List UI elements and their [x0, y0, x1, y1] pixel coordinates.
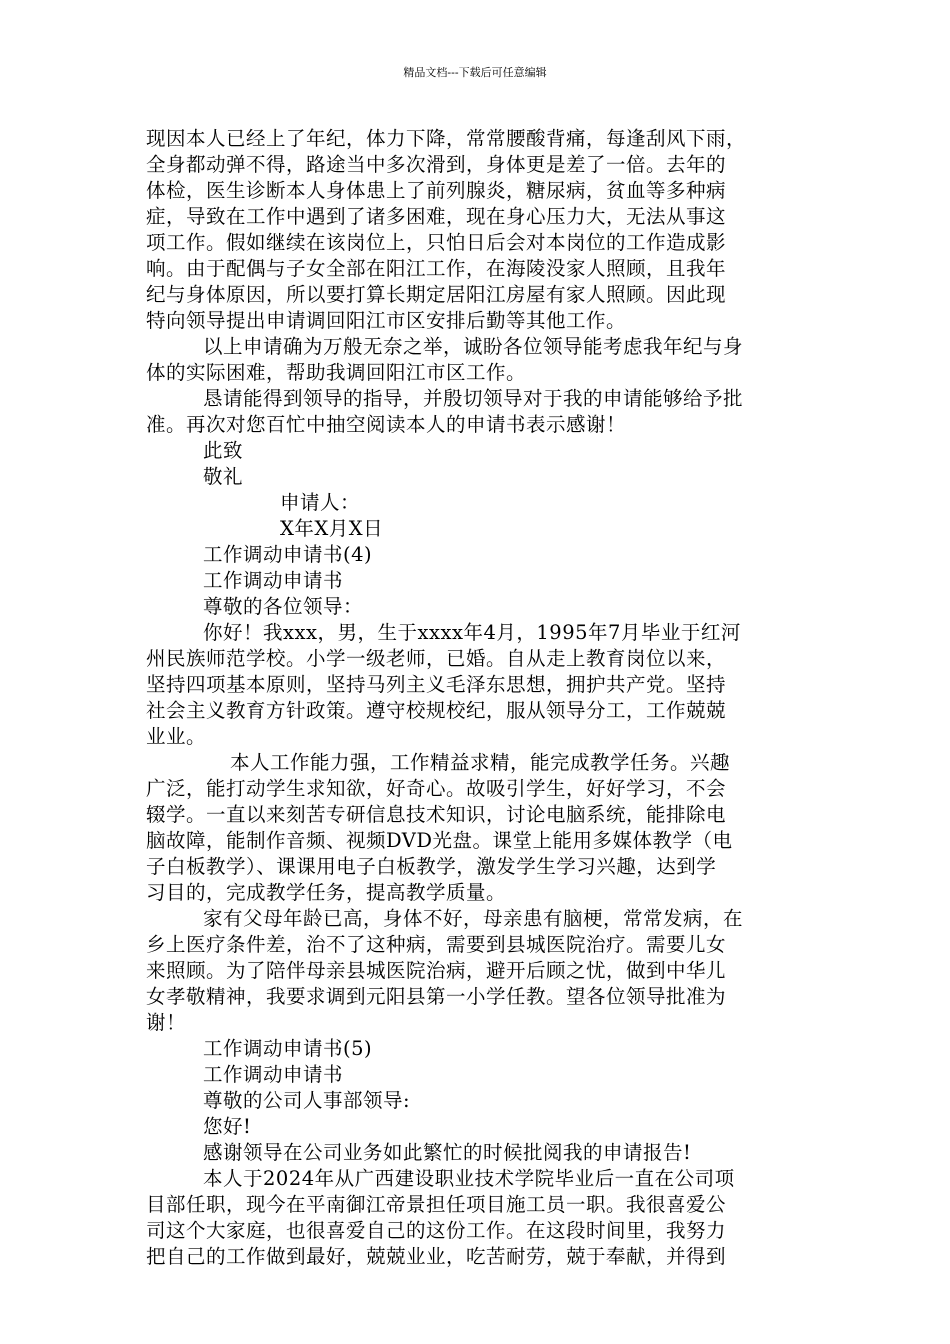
text-line: 乡上医疗条件差，治不了这种病，需要到县城医院治疗。需要儿女 [146, 933, 727, 956]
text-line: 辍学。一直以来刻苦专研信息技术知识，讨论电脑系统，能排除电 [146, 803, 727, 826]
document-body [146, 126, 808, 1270]
text-line: 恳请能得到领导的指导，并殷切领导对于我的申请能够给予批 [203, 387, 744, 410]
text-line: 纪与身体原因，所以要打算长期定居阳江房屋有家人照顾。因此现 [146, 283, 727, 306]
text-line: 体的实际困难，帮助我调回阳江市区工作。 [146, 361, 527, 384]
text-line: 以上申请确为万般无奈之举，诚盼各位领导能考虑我年纪与身 [203, 335, 744, 358]
text-line: 响。由于配偶与子女全部在阳江工作，在海陵没家人照顾，且我年 [146, 257, 727, 280]
text-line: 州民族师范学校。小学一级老师，已婚。自从走上教育岗位以来， [146, 647, 727, 670]
text-line: 项工作。假如继续在该岗位上，只怕日后会对本岗位的工作造成影 [146, 231, 727, 254]
text-line: 尊敬的各位领导： [203, 595, 364, 618]
text-line: 目部任职，现今在平南御江帝景担任项目施工员一职。我很喜爱公 [146, 1193, 727, 1216]
text-line: 广泛，能打动学生求知欲，好奇心。故吸引学生，好好学习，不会 [146, 777, 727, 800]
text-line: 来照顾。为了陪伴母亲县城医院治病，避开后顾之忧，做到中华儿 [146, 959, 727, 982]
text-line: 体检，医生诊断本人身体患上了前列腺炎，糖尿病，贫血等多种病 [146, 179, 727, 202]
text-line: 工作调动申请书(5) [203, 1037, 373, 1060]
text-line: 症，导致在工作中遇到了诸多困难，现在身心压力大，无法从事这 [146, 205, 727, 228]
text-line: 敬礼 [203, 465, 244, 488]
text-line: 工作调动申请书 [203, 569, 344, 592]
text-line: 习目的，完成教学任务，提高教学质量。 [146, 881, 507, 904]
text-line: 司这个大家庭，也很喜爱自己的这份工作。在这段时间里，我努力 [146, 1219, 727, 1242]
text-line: 家有父母年龄已高，身体不好，母亲患有脑梗，常常发病，在 [203, 907, 744, 930]
text-line: 脑故障，能制作音频、视频DVD光盘。课堂上能用多媒体教学（电 [146, 829, 733, 852]
text-line: 特向领导提出申请调回阳江市区安排后勤等其他工作。 [146, 309, 627, 332]
text-line: 子白板教学）、课课用电子白板教学，激发学生学习兴趣，达到学 [146, 855, 717, 878]
page-header: 精品文档---下载后可任意编辑 [403, 66, 547, 79]
text-line: 工作调动申请书 [203, 1063, 344, 1086]
text-line: 社会主义教育方针政策。遵守校规校纪，服从领导分工，工作兢兢 [146, 699, 727, 722]
text-line: 本人于2024年从广西建设职业技术学院毕业后一直在公司项 [203, 1167, 735, 1190]
text-line: 您好! [203, 1115, 252, 1138]
text-line: 申请人： [280, 491, 361, 514]
text-line: 此致 [203, 439, 244, 462]
text-line: 现因本人已经上了年纪，体力下降，常常腰酸背痛，每逢刮风下雨， [146, 127, 747, 150]
text-line: 把自己的工作做到最好，兢兢业业，吃苦耐劳，兢于奉献，并得到 [146, 1245, 727, 1268]
text-line: 准。再次对您百忙中抽空阅读本人的申请书表示感谢！ [146, 413, 627, 436]
text-line: 你好！我xxx，男，生于xxxx年4月，1995年7月毕业于红河 [203, 621, 741, 644]
text-line: 感谢领导在公司业务如此繁忙的时候批阅我的申请报告! [203, 1141, 692, 1164]
text-line: 坚持四项基本原则，坚持马列主义毛泽东思想，拥护共产党。坚持 [146, 673, 727, 696]
text-line: 尊敬的公司人事部领导: [203, 1089, 411, 1112]
text-line: 本人工作能力强，工作精益求精，能完成教学任务。兴趣 [230, 751, 731, 774]
text-line: 女孝敬精神，我要求调到元阳县第一小学任教。望各位领导批准为 [146, 985, 727, 1008]
text-line: X年X月X日 [280, 517, 384, 540]
text-line: 谢！ [146, 1011, 187, 1034]
text-line: 全身都动弹不得，路途当中多次滑到，身体更是差了一倍。去年的 [146, 153, 727, 176]
text-line: 工作调动申请书(4) [203, 543, 373, 566]
text-line: 业业。 [146, 725, 207, 748]
